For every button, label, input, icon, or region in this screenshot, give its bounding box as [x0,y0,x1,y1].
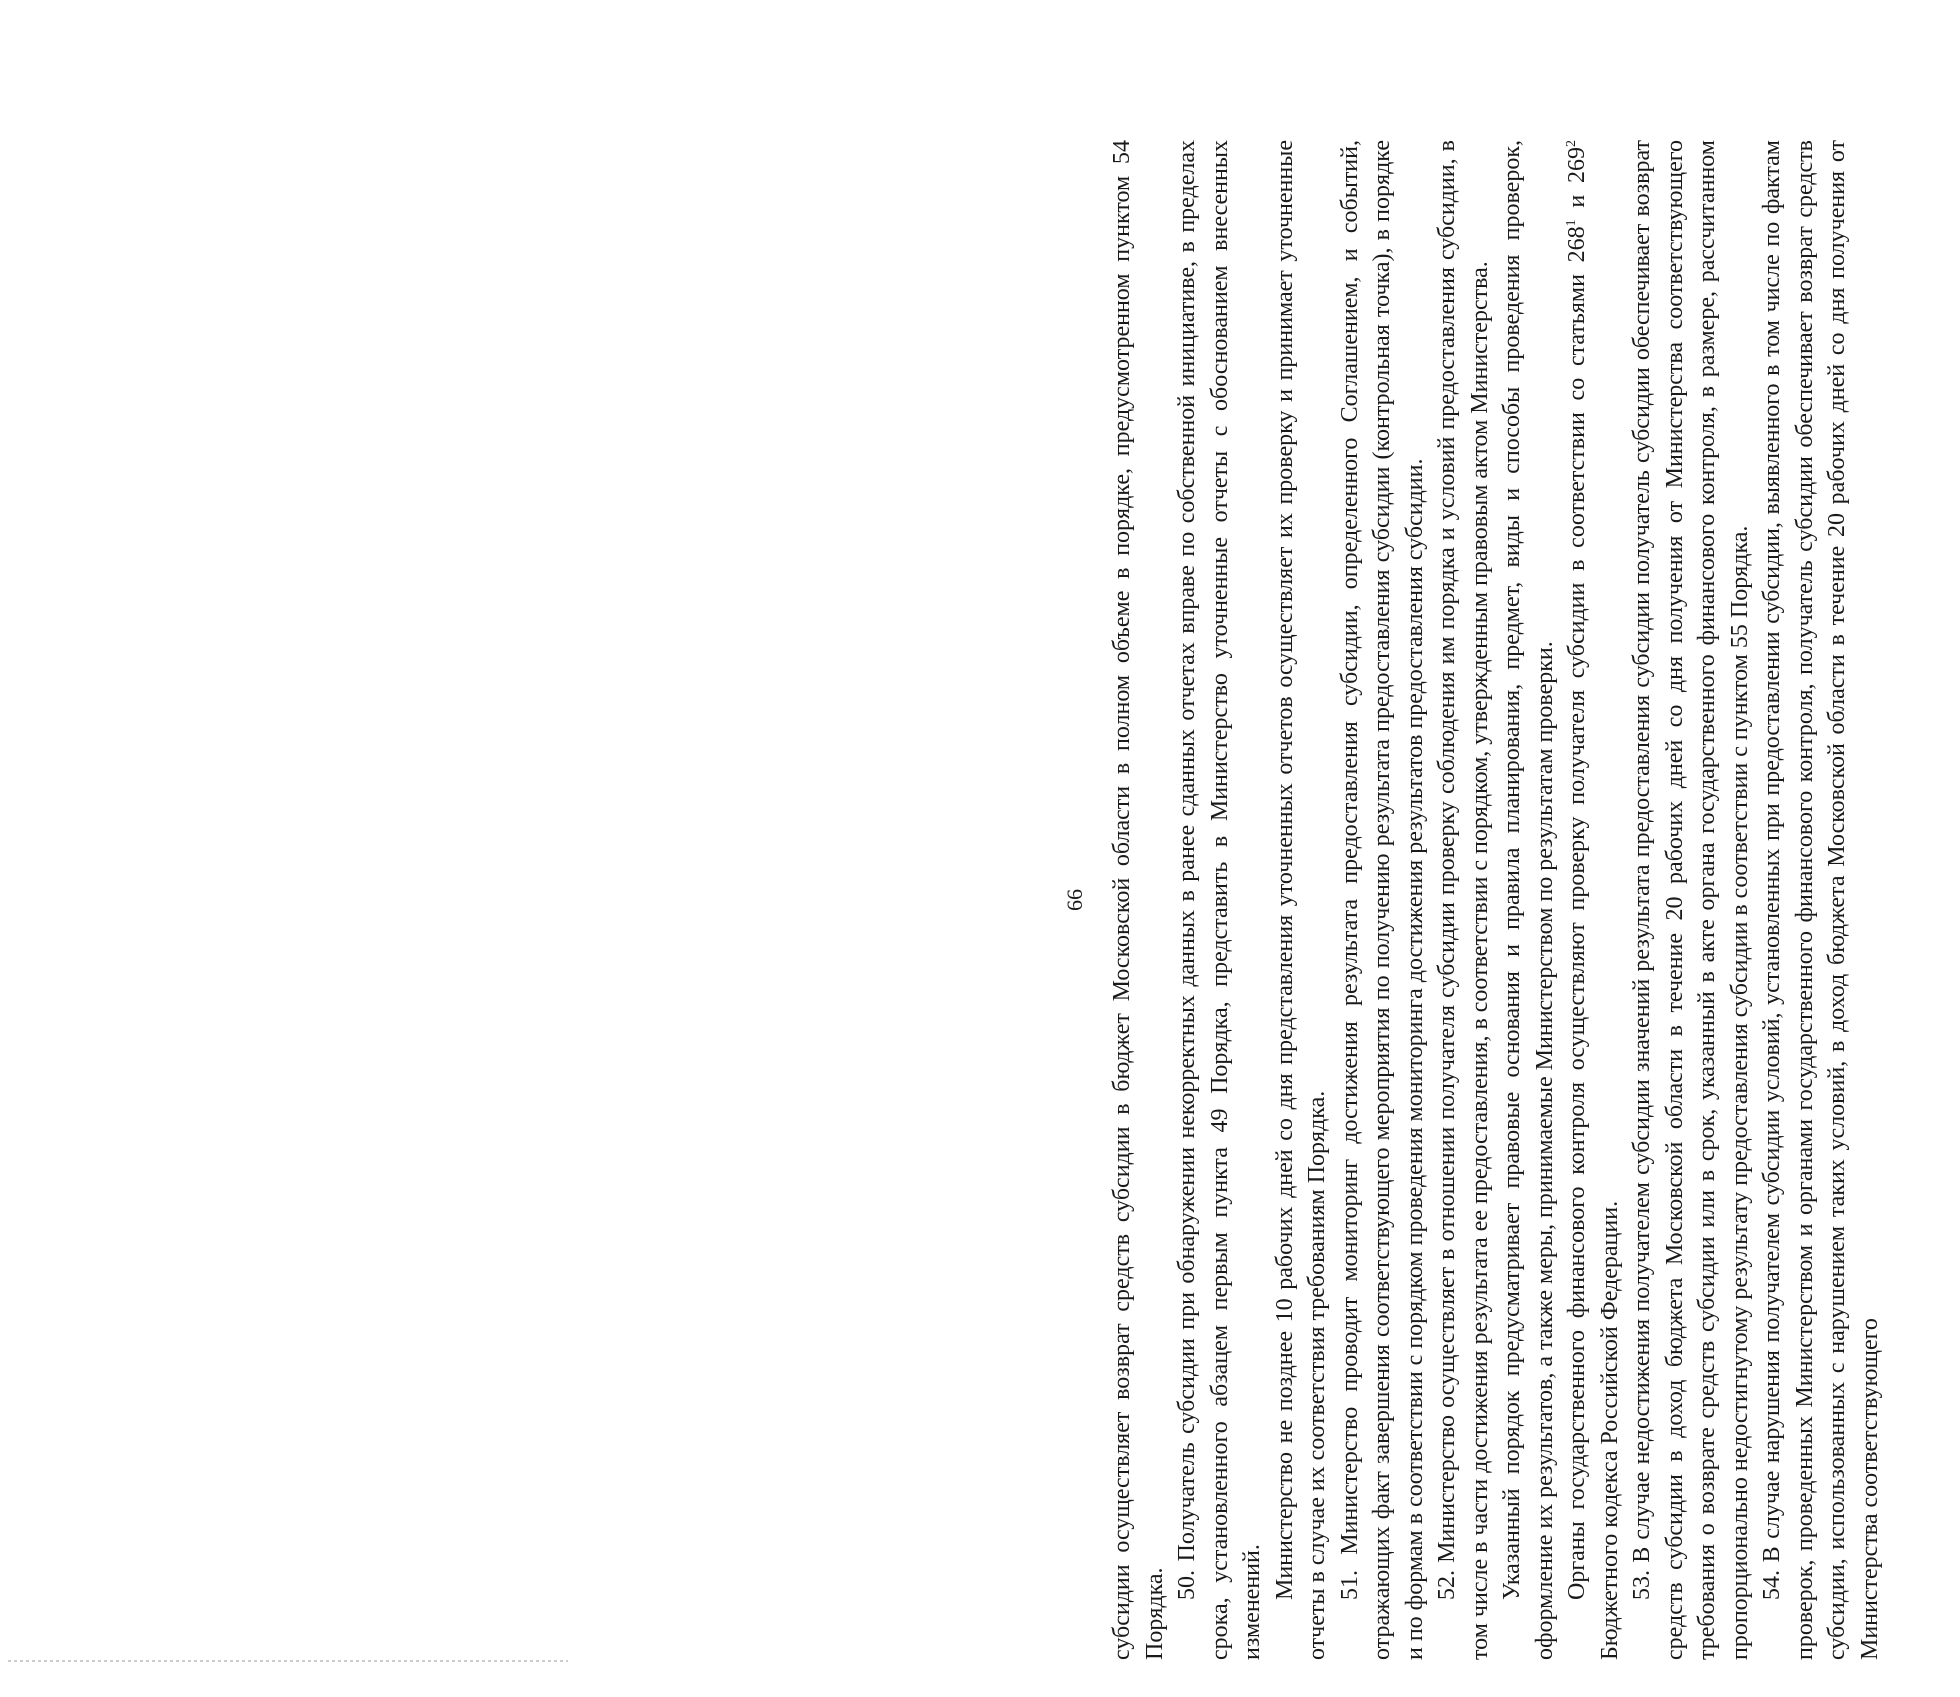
article-269-superscript: 2 [1564,140,1579,147]
scan-artifact-line [8,1660,568,1662]
page-number: 66 [1062,889,1087,911]
paragraph-52-second: Указанный порядок предусматривает правовые основания и правила планирования, предмет, виды и способы проведения проверок, оформление их результатов, а также меры, принимаемые Министерством по результатам проверки. [1499,140,1558,1660]
document-body [1106,140,1886,1660]
rotated-page-content [1062,140,1960,1660]
state-control-text-c: Бюджетного кодекса Российской Федерации. [1596,1200,1623,1660]
paragraph-state-control [1561,140,1626,1660]
paragraph-53: 53. В случае недостижения получателем субсидии значений результата предоставления субсидии получатель субсидии обеспечивает возврат средств субсидии в доход бюджета Московской области в течение 20 рабочих дней со дня получения от Министерства соответствующего требования о возврате средств субсидии или в срок, указанный в акте органа государственного финансового контроля, в размере, рассчитанном пропорционально недостигнутому результату предоставления субсидии в соответствии с пунктом 55 Порядка. [1629,140,1753,1660]
state-control-text-b: и 269 [1564,147,1590,220]
paragraph-50: 50. Получатель субсидии при обнаружении некорректных данных в ранее сданных отчетах вправе по собственной инициативе, в пределах срока, установленного абзацем первым пункта 49 Порядка, представить в Министерство уточненные отчеты с обоснованием внесенных изменений. [1174,140,1265,1660]
paragraph-52: 52. Министерство осуществляет в отношении получателя субсидии проверку соблюдения им порядка и условий предоставления субсидии, в том числе в части достижения результата ее предоставления, в соответствии с порядком, утвержденным правовым актом Министерства. [1434,140,1493,1660]
paragraph-51: 51. Министерство проводит мониторинг достижения результата предоставления субсидии, определенного Соглашением, и событий, отражающих факт завершения соответствующего мероприятия по получению результата предоставления субсидии (контрольная точка), в порядке и по формам в соответствии с порядком проведения мониторинга достижения результатов предоставления субсидии. [1336,140,1428,1660]
paragraph-54: 54. В случае нарушения получателем субсидии условий, установленных при предоставлении субсидии, выявленного в том числе по фактам проверок, проведенных Министерством и органами государственного финансового контроля, получатель субсидии обеспечивает возврат средств субсидии, использованных с нарушением таких условий, в доход бюджета Московской области в течение 20 рабочих дней со дня получения от Министерства соответствующего [1759,140,1883,1660]
article-268-superscript: 1 [1564,219,1579,227]
state-control-text-a: Органы государственного финансового контроля осуществляют проверку получателя субсидии в соответствии со статьями 268 [1564,226,1590,1600]
paragraph-continuation: субсидии осуществляет возврат средств субсидии в бюджет Московской области в полном объеме в порядке, предусмотренном пунктом 54 Порядка. [1109,140,1168,1660]
paragraph-50-second: Министерство не позднее 10 рабочих дней со дня представления уточненных отчетов осуществляет их проверку и принимает уточненные отчеты в случае их соответствия требованиям Порядка. [1271,140,1330,1660]
